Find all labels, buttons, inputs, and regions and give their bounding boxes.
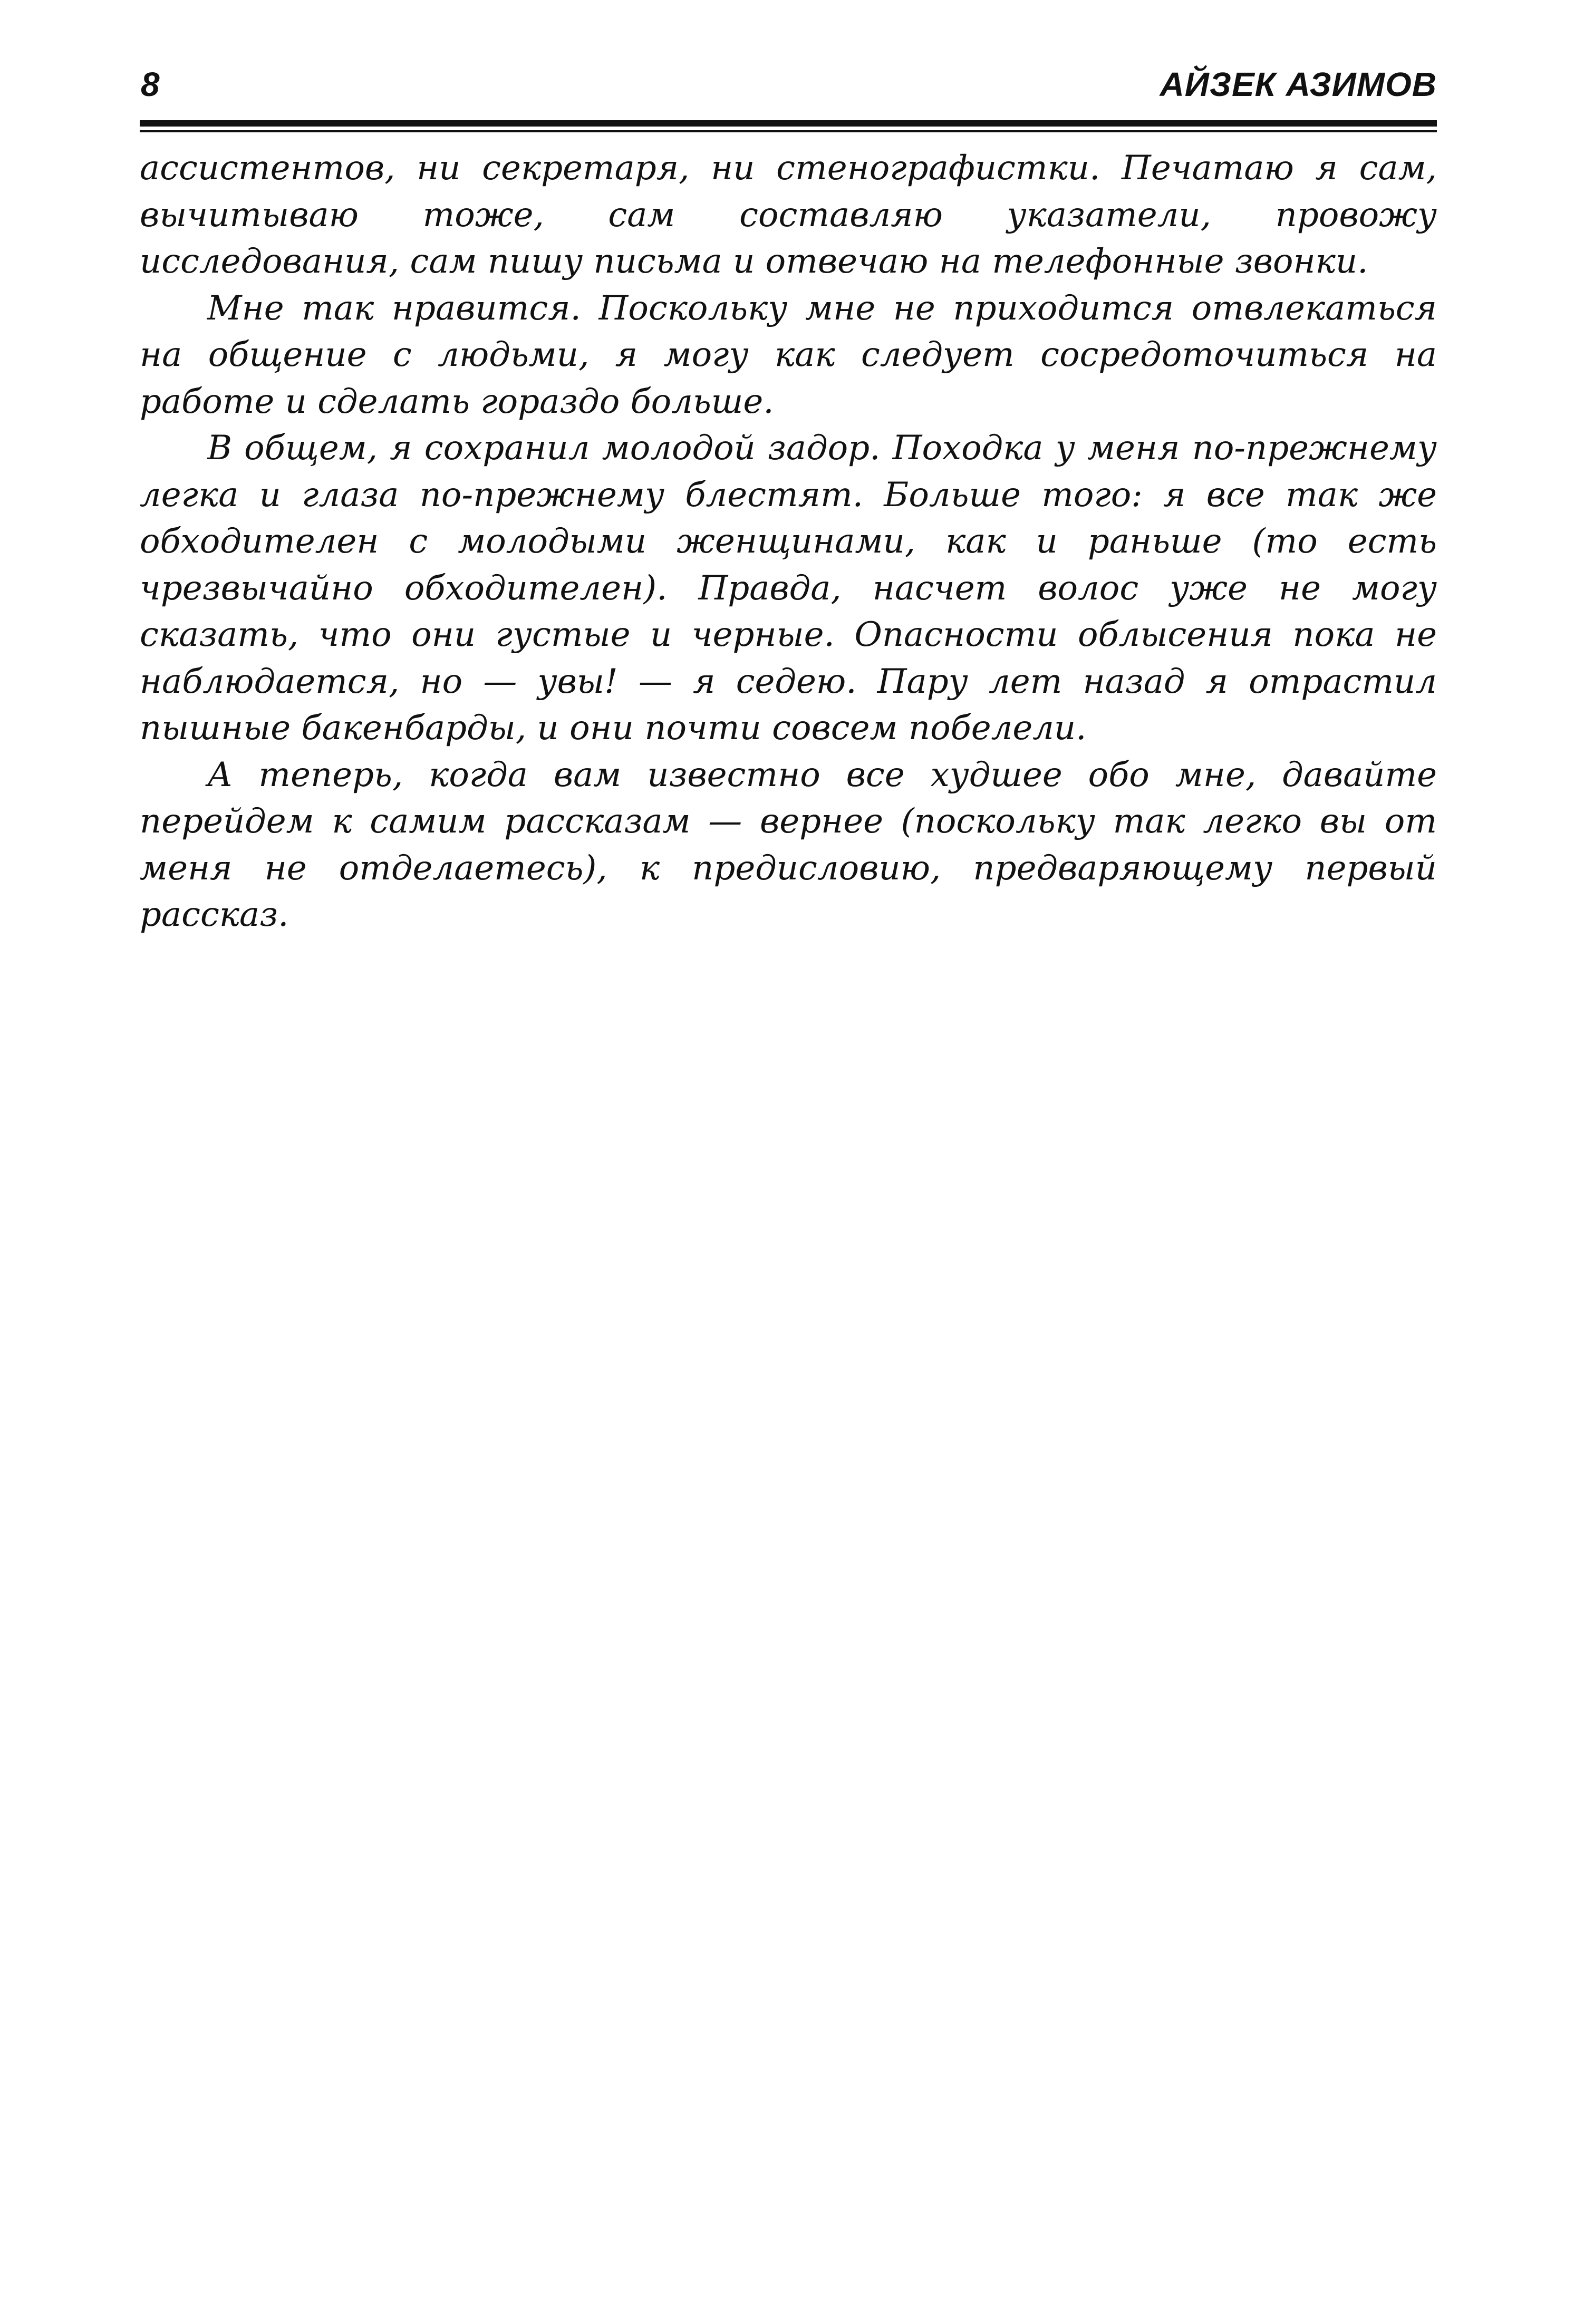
- paragraph: А теперь, когда вам известно все худшее обо мне, давайте перейдем к самим рассказам — вернее (поскольку так легко вы от меня не отделаетесь), к предисловию, предваряющему первый рассказ.: [140, 755, 1437, 934]
- paragraph: В общем, я сохранил молодой задор. Походка у меня по-прежнему легка и глаза по-прежнему блестят. Больше того: я все так же обходителен с молодыми женщинами, как и раньше (то есть чрезвычайно обходителен). Правда, насчет волос уже не могу сказать, что они густые и черные. Опасности облысения пока не наблюдается, но — увы! — я седею. Пару лет назад я отрастил пышные бакенбарды, и они почти совсем побелели.: [140, 429, 1437, 748]
- page-number: 8: [141, 65, 160, 103]
- running-head: [140, 58, 1437, 111]
- paragraph-continued: ассистентов, ни секретаря, ни стенографистки. Печатаю я сам, вычитываю тоже, сам составляю указатели, провожу исследования, сам пишу письма и отвечаю на телефонные звонки.: [140, 149, 1437, 281]
- header-rule-thick: [140, 120, 1437, 127]
- body-text: [140, 145, 1437, 938]
- header-rule-thin: [140, 130, 1437, 132]
- running-head-author: АЙЗЕК АЗИМОВ: [1160, 65, 1437, 103]
- book-page: [140, 58, 1437, 938]
- paragraph: Мне так нравится. Поскольку мне не приходится отвлекаться на общение с людьми, я могу как следует сосредоточиться на работе и сделать гораздо больше.: [140, 288, 1437, 421]
